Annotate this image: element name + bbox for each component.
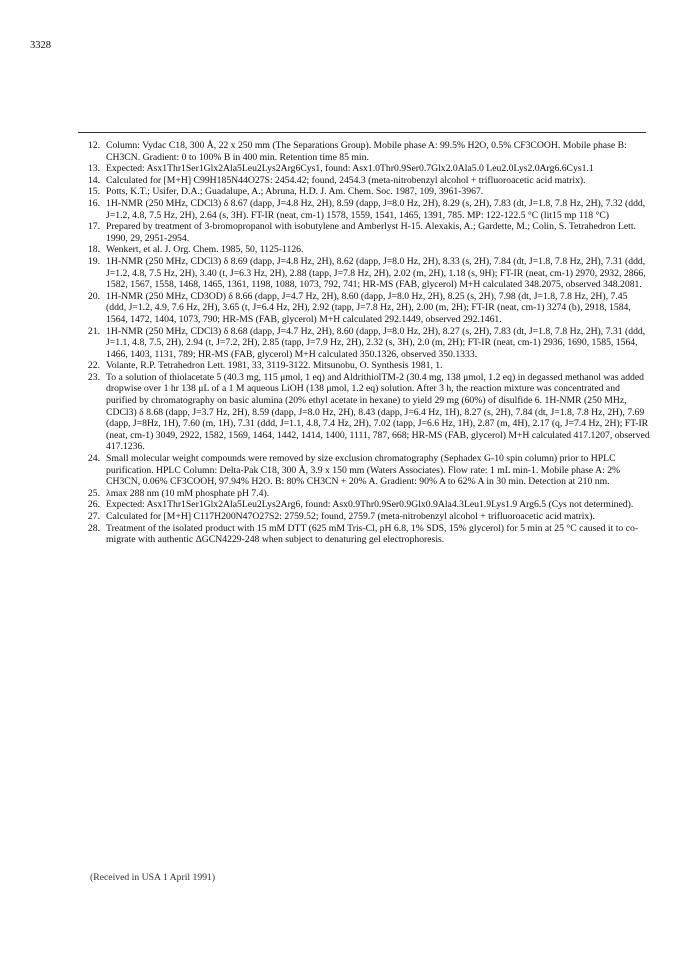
note-text: 1H-NMR (250 MHz, CDCl3) δ 8.69 (dapp, J=4.8 Hz, 2H), 8.62 (dapp, J=8.0 Hz, 2H), 8.33 (s, 2H), 7.84 (dt, J=1.8, 7.8 Hz, 2H), 7.31 (ddd, J=1.2, 4.8, 7.5 Hz, 2H), 3.40 (t, J=6.3 Hz, 2H), 2.88 (tapp, J=7.8 Hz, 2H), 2.02 (m, 2H), 1.18 (s, 9H); FT-IR (neat, cm-1) 2970, 2932, 2866, 1582, 1567, 1558, 1468, 1465, 1361, 1198, 1088, 1073, 792, 741; HR-MS (FAB, glycerol) M+H calculated 348.2075, observed 348.2081. (106, 255, 646, 291)
note-number: 25. (87, 487, 100, 499)
page-number: 3328 (30, 40, 51, 51)
note-text: To a solution of thiolacetate 5 (40.3 mg, 115 μmol, 1 eq) and AldrithiolTM-2 (30.4 mg, 138 μmol, 1.2 eq) in degassed methanol was added dropwise over 1 hr 138 μL of a 1 M aqueous LiOH (138 μmol, 1.2 eq) solution. After 3 h, the reaction mixture was concentrated and purified by chromatography on basic alumina (20% ethyl acetate in hexane) to yield 29 mg (60%) of disulfide 6. 1H-NMR (250 MHz, CDCl3) δ 8.68 (dapp, J=3.7 Hz, 2H), 8.59 (dapp, J=8.0 Hz, 2H), 8.43 (dapp, J=6.4 Hz, 1H), 8.27 (s, 2H), 7.84 (dt, J=1.8, 7.8 Hz, 2H), 7.69 (dapp, J=8Hz, 1H), 7.60 (m, 1H), 7.31 (ddd, J=1.1, 4.8, 7.4 Hz, 2H), 7.02 (tapp, J=6.6 Hz, 1H), 2.87 (m, 4H), 2.17 (q, J=7.4 Hz, 2H); FT-IR (neat, cm-1) 3049, 2922, 1582, 1569, 1464, 1442, 1414, 1400, 1111, 787, 668; HR-MS (FAB, glycerol) M+H calculated 417.1207, observed 417.1236. (106, 371, 650, 453)
note-text: Column: Vydac C18, 300 Å, 22 x 250 mm (The Separations Group). Mobile phase A: 99.5% H2O, 0.5% CF3COOH. Mobile phase B: CH3CN. Gradient: 0 to 100% B in 400 min. Retention time 85 min. (106, 140, 627, 163)
note-24 (78, 453, 650, 488)
reference-notes (78, 140, 650, 546)
note-text: Wenkert, et al. J. Org. Chem. 1985, 50, 1125-1126. (106, 244, 304, 256)
note-text: Expected: Asx1Thr1Ser1Glx2Ala5Leu2Lys2Arg6Cys1, found: Asx1.0Thr0.9Ser0.7Glx2.0Ala5.0 Leu2.0Lys2.0Arg6.6Cys1.1 (106, 163, 594, 175)
note-text: 1H-NMR (250 MHz, CDCl3) δ 8.67 (dapp, J=4.8 Hz, 2H), 8.59 (dapp, J=8.0 Hz, 2H), 8.29 (s, 2H), 7.83 (dt, J=1.8, 7.8 Hz, 2H), 7.32 (ddd, J=1.2, 4.8, 7.5 Hz, 2H), 2.64 (s, 3H). FT-IR (neat, cm-1) 1578, 1559, 1541, 1465, 1391, 785. MP: 122-122.5 °C (lit15 mp 118 °C) (106, 197, 646, 221)
note-number: 23. (87, 371, 100, 383)
note-25 (78, 488, 650, 500)
note-21 (78, 326, 650, 361)
note-number: 27. (87, 511, 100, 522)
note-number: 24. (87, 453, 100, 465)
note-number: 16. (87, 197, 100, 209)
note-22 (78, 360, 650, 372)
note-text: Calculated for [M+H] C99H185N44O27S: 2454.42; found, 2454.3 (meta-nitrobenzyl alcohol + trifluoroacetic acid matrix). (106, 174, 586, 186)
note-text: Potts, K.T.; Usifer, D.A.; Guadalupe, A.; Abruna, H.D. J. Am. Chem. Soc. 1987, 109, 3961-3967. (106, 186, 484, 198)
note-14 (78, 175, 650, 187)
header-rule (78, 132, 646, 133)
note-text: Treatment of the isolated product with 15 mM DTT (625 mM Tris-Cl, pH 6.8, 1% SDS, 15% glycerol) for 5 min at 25 °C caused it to co-migrate with authentic ΔGCN4229-248 when subject to denaturing gel electrophoresis. (106, 522, 639, 546)
note-text: Volante, R.P. Tetrahedron Lett. 1981, 33, 3119-3122. Mitsunobu, O. Synthesis 1981, 1. (106, 360, 443, 372)
note-text: λmax 288 nm (10 mM phosphate pH 7.4). (106, 487, 270, 499)
note-text: Calculated for [M+H] C117H200N47O27S2: 2759.52; found, 2759.7 (meta-nitrobenzyl alcohol + trifluoroacetic acid matrix). (106, 511, 595, 522)
note-20 (78, 291, 650, 326)
note-12 (78, 140, 650, 163)
note-number: 13. (87, 163, 100, 175)
note-text: Small molecular weight compounds were removed by size exclusion chromatography (Sephadex G-10 spin column) prior to HPLC purification. HPLC Column: Delta-Pak C18, 300 Å, 3.9 x 150 mm (Waters Associates). Flow rate: 1 mL min-1. Mobile phase A: 2% CH3CN, 0.06% CF3COOH, 97.94% H2O. B: 80% CH3CN + 20% A. Gradient: 90% A to 62% A in 30 min. Detection at 210 nm. (106, 453, 621, 488)
note-text: 1H-NMR (250 MHz, CDCl3) δ 8.68 (dapp, J=4.7 Hz, 2H), 8.60 (dapp, J=8.0 Hz, 2H), 8.27 (s, 2H), 7.83 (dt, J=1.8, 7.8 Hz, 2H), 7.31 (ddd, J=1.1, 4.8, 7.5, 2H), 2.94 (t, J=7.2, 2H), 2.85 (tapp, J=7.9 Hz, 2H), 2.32 (s, 3H), 2.0 (m, 2H); FT-IR (neat, cm-1) 2936, 1690, 1585, 1564, 1466, 1403, 1131, 789; HR-MS (FAB, glycerol) M+H calculated 350.1326, observed 350.1333. (106, 325, 646, 360)
note-28 (78, 523, 650, 546)
note-19 (78, 256, 650, 291)
note-text: Expected: Asx1Thr1Ser1Glx2Ala5Leu2Lys2Arg6, found: Asx0.9Thr0.9Ser0.9Glx0.9Ala4.3Leu1.9Lys1.9 Arg6.5 (Cys not determined). (106, 499, 634, 511)
note-number: 17. (87, 221, 100, 233)
note-number: 22. (87, 360, 100, 372)
note-text: 1H-NMR (250 MHz, CD3OD) δ 8.66 (dapp, J=4.7 Hz, 2H), 8.60 (dapp, J=8.0 Hz, 2H), 8.25 (s, 2H), 7.98 (dt, J=1.8, 7.8 Hz, 2H), 7.45 (ddd, J=1.2, 4.9, 7.6 Hz, 2H), 3.65 (t, J=6.4 Hz, 2H), 2.92 (tapp, J=7.8 Hz, 2H), 2.00 (m, 2H); FT-IR (neat, cm-1) 3274 (b), 2918, 1584, 1564, 1472, 1404, 1073, 790; HR-MS (FAB, glycerol) M+H calculated 292.1449, observed 292.1461. (106, 290, 631, 325)
note-13 (78, 163, 650, 175)
note-number: 20. (87, 290, 100, 302)
note-18 (78, 244, 650, 256)
note-number: 28. (87, 522, 100, 534)
note-number: 19. (87, 255, 100, 267)
note-number: 26. (87, 499, 100, 511)
note-27 (78, 511, 650, 523)
note-15 (78, 186, 650, 198)
note-23 (78, 372, 650, 453)
note-17 (78, 221, 650, 244)
note-number: 14. (87, 174, 100, 186)
received-date: (Received in USA 1 April 1991) (90, 872, 216, 883)
note-number: 12. (87, 140, 100, 151)
note-16 (78, 198, 650, 221)
note-26 (78, 499, 650, 511)
note-number: 15. (87, 186, 100, 198)
note-number: 21. (87, 325, 100, 337)
note-text: Prepared by treatment of 3-bromopropanol with isobutylene and Amberlyst H-15. Alexakis, A.; Gardette, M.; Colin, S. Tetrahedron Lett. 1990, 29, 2951-2954. (106, 221, 636, 244)
note-number: 18. (87, 244, 100, 256)
